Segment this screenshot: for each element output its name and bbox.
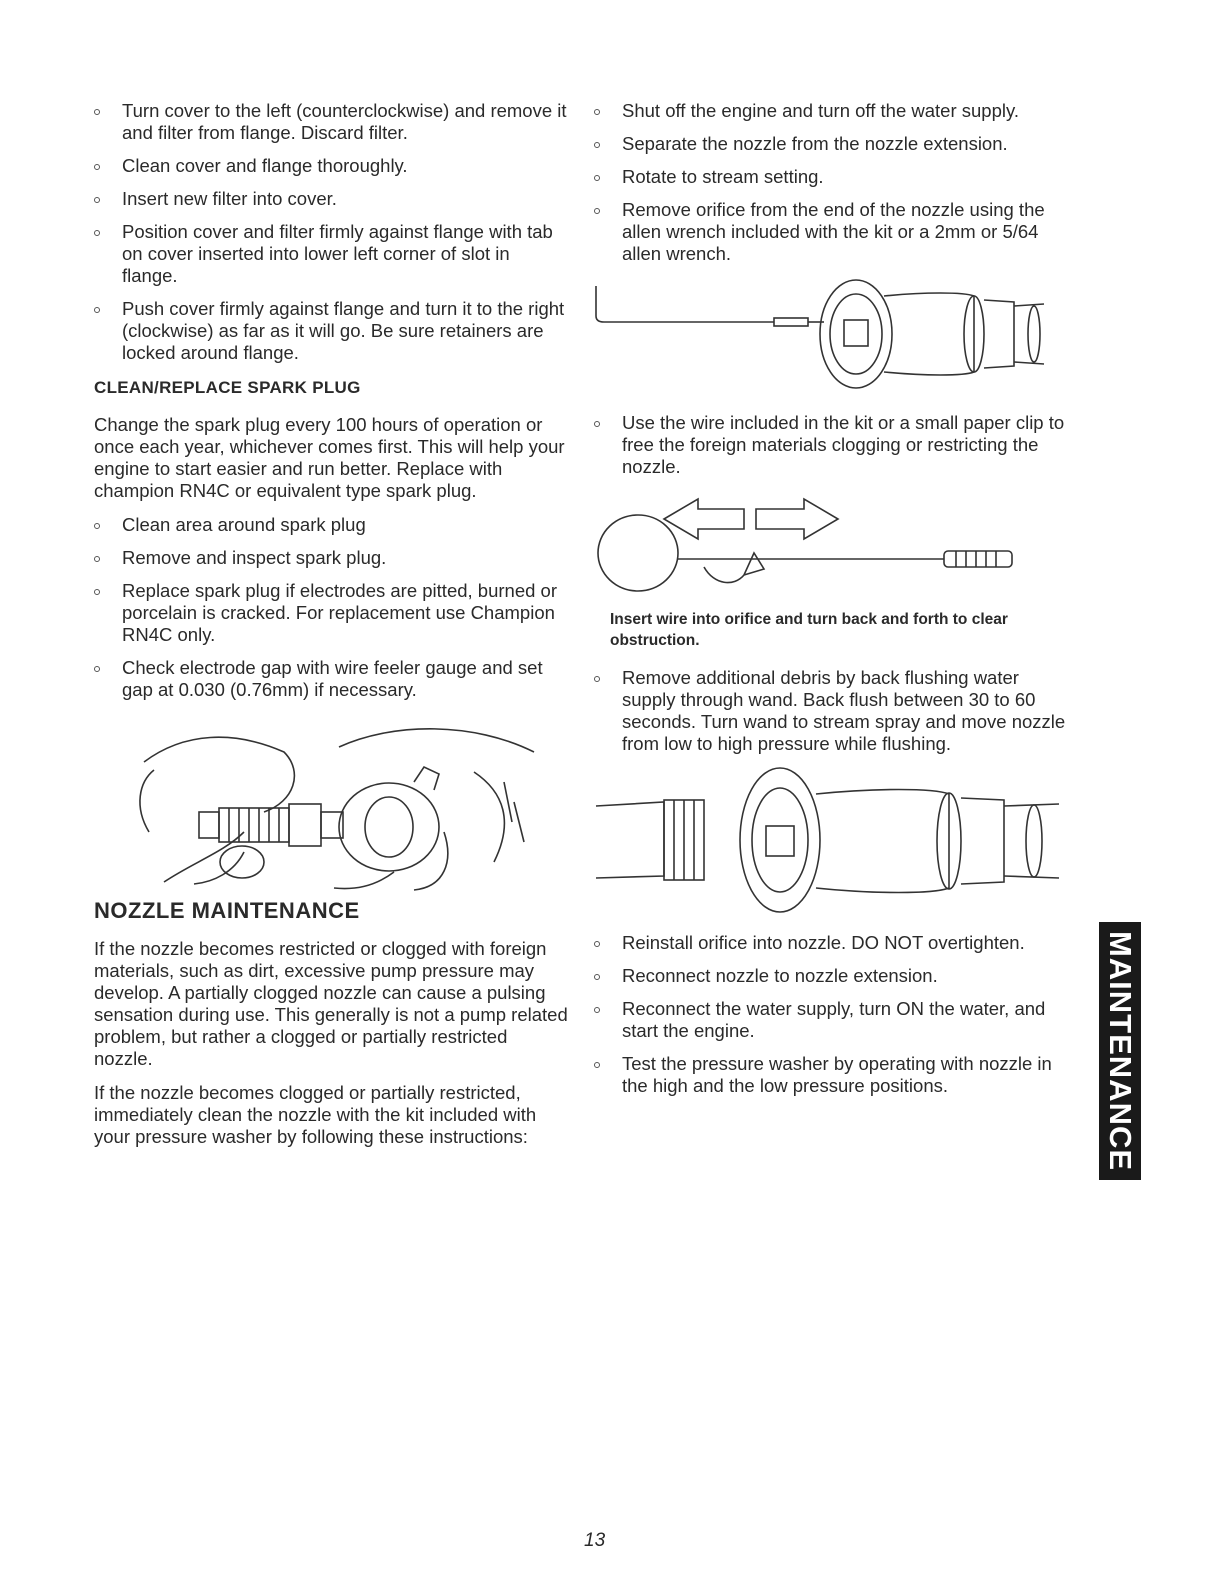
bullet-icon [594,208,600,214]
list-item: Reconnect the water supply, turn ON the water, and start the engine. [594,998,1069,1042]
bullet-icon [594,1007,600,1013]
list-item: Test the pressure washer by operating with nozzle in the high and the low pressure positions. [594,1053,1069,1097]
list-item: Clean area around spark plug [94,514,569,536]
list-item: Check electrode gap with wire feeler gauge and set gap at 0.030 (0.76mm) if necessary. [94,657,569,701]
nozzle-steps-list-3 [594,667,1069,755]
bullet-icon [94,307,100,313]
nozzle-steps-list-2 [594,412,1069,478]
nozzle-maintenance-heading: NOZZLE MAINTENANCE [94,898,360,923]
bullet-icon [94,556,100,562]
bullet-icon [94,230,100,236]
bullet-icon [594,175,600,181]
nozzle-paragraph-1: If the nozzle becomes restricted or clogged with foreign materials, such as dirt, excessive pump pressure may develop. A partially clogged nozzle can cause a pulsing sensation during use. This generally is not a pump related problem, but rather a clogged or partially restricted nozzle. [94,938,568,1069]
list-item: Replace spark plug if electrodes are pitted, burned or porcelain is cracked. For replacement use Champion RN4C only. [94,580,569,646]
spark-plug-gauge-illustration [94,712,569,892]
list-item: Rotate to stream setting. [594,166,1069,188]
list-item: Separate the nozzle from the nozzle extension. [594,133,1069,155]
list-item: Position cover and filter firmly against flange with tab on cover inserted into lower left corner of slot in flange. [94,221,569,287]
bullet-icon [94,164,100,170]
bullet-icon [594,421,600,427]
intro-bullet-list [94,100,569,364]
list-item: Clean cover and flange thoroughly. [94,155,569,177]
list-item: Turn cover to the left (counterclockwise) and remove it and filter from flange. Discard filter. [94,100,569,144]
bullet-icon [594,974,600,980]
list-item: Remove additional debris by back flushing water supply through wand. Back flush between 30 to 60 seconds. Turn wand to stream spray and move nozzle from low to high pressure while flushing. [594,667,1069,755]
bullet-icon [594,109,600,115]
bullet-icon [594,676,600,682]
spark-plug-heading: CLEAN/REPLACE SPARK PLUG [94,378,361,397]
list-item: Shut off the engine and turn off the water supply. [594,100,1069,122]
bullet-icon [94,666,100,672]
bullet-icon [94,523,100,529]
bullet-icon [594,142,600,148]
bullet-icon [594,1062,600,1068]
back-flush-nozzle-illustration [594,766,1069,916]
spark-plug-bullet-list [94,514,569,701]
list-item: Reconnect nozzle to nozzle extension. [594,965,1069,987]
left-column [94,100,569,1160]
page-number: 13 [584,1530,606,1551]
right-column [594,100,1069,1108]
bullet-icon [94,589,100,595]
list-item: Insert new filter into cover. [94,188,569,210]
list-item: Push cover firmly against flange and turn it to the right (clockwise) as far as it will go. Be sure retainers are locked around flange. [94,298,569,364]
side-tab-label: MAINTENANCE [1103,930,1138,1172]
bullet-icon [94,197,100,203]
bullet-icon [94,109,100,115]
list-item: Remove and inspect spark plug. [94,547,569,569]
nozzle-steps-list-4 [594,932,1069,1097]
list-item: Remove orifice from the end of the nozzle using the allen wrench included with the kit or a 2mm or 5/64 allen wrench. [594,199,1069,265]
list-item: Reinstall orifice into nozzle. DO NOT overtighten. [594,932,1069,954]
list-item: Use the wire included in the kit or a small paper clip to free the foreign materials clogging or restricting the nozzle. [594,412,1069,478]
wire-caption: Insert wire into orifice and turn back and forth to clear obstruction. [610,611,1008,649]
spark-plug-paragraph: Change the spark plug every 100 hours of operation or once each year, whichever comes first. This will help your engine to start easier and run better. Replace with champion RN4C or equivalent type spark plug. [94,414,565,501]
bullet-icon [594,941,600,947]
allen-wrench-nozzle-illustration [594,276,1069,396]
nozzle-paragraph-2: If the nozzle becomes clogged or partially restricted, immediately clean the nozzle with the kit included with your pressure washer by following these instructions: [94,1082,537,1147]
wire-cleaning-illustration [594,489,1069,599]
maintenance-side-tab [1099,922,1141,1180]
nozzle-steps-list-1 [594,100,1069,265]
